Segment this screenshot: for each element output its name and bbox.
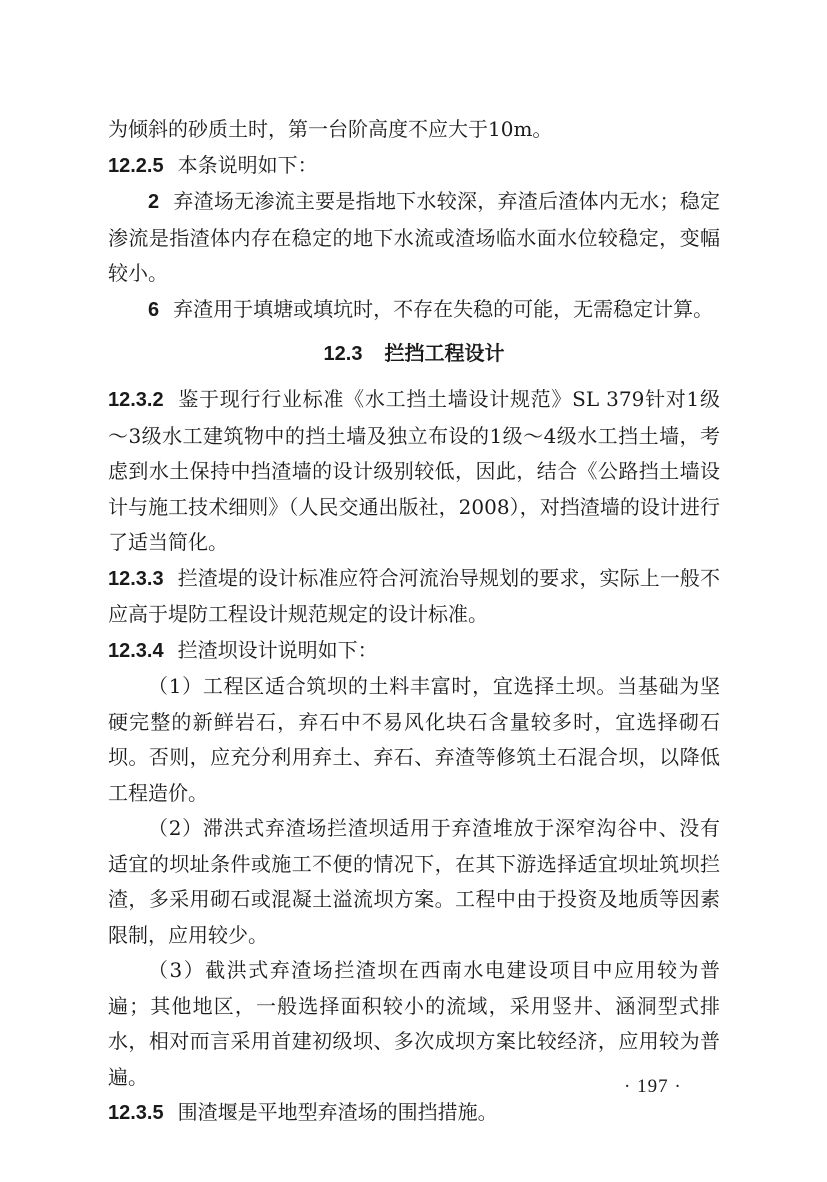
clause-text: 本条说明如下： <box>177 152 318 177</box>
clause-number: 12.2.5 <box>108 154 164 177</box>
clause-12-2-5-item-2 <box>108 184 720 292</box>
item-number: 2 <box>148 191 160 213</box>
clause-12-3-4 <box>108 633 720 670</box>
clause-number: 12.3.3 <box>108 567 164 590</box>
section-number: 12.3 <box>323 343 363 365</box>
clause-text: 拦渣堤的设计标准应符合河流治导规划的要求，实际上一般不应高于堤防工程设计规范规定的设计标准。 <box>108 565 720 626</box>
clause-number: 12.3.2 <box>108 389 164 411</box>
clause-12-3-4-sub-1 <box>108 669 720 811</box>
clause-12-3-2 <box>108 382 720 561</box>
page-number: · 197 · <box>624 1076 682 1097</box>
item-text: 弃渣场无渗流主要是指地下水较深，弃渣后渣体内无水；稳定渗流是指渣体内存在稳定的地下水流或渣场临水面水位较稳定，变幅较小。 <box>108 189 720 285</box>
sub-item-text: （3）截洪式弃渣场拦渣坝在西南水电建设项目中应用较为普遍；其他地区，一般选择面积较小的流域，采用竖井、涵洞型式排水，相对而言采用首建初级坝、多次成坝方案比较经济，应用较为普遍。 <box>108 958 720 1089</box>
item-text: 弃渣用于填塘或填坑时，不存在失稳的可能，无需稳定计算。 <box>173 296 714 321</box>
paragraph-continued <box>108 112 720 148</box>
document-body <box>108 112 720 1132</box>
clause-number: 12.3.4 <box>108 639 164 662</box>
item-number: 6 <box>148 298 160 321</box>
clause-12-3-5 <box>108 1095 720 1132</box>
clause-text: 围渣堰是平地型弃渣场的围挡措施。 <box>177 1100 498 1124</box>
clause-12-2-5-item-6 <box>108 292 720 329</box>
clause-12-2-5 <box>108 148 720 185</box>
clause-text: 鉴于现行行业标准《水工挡土墙设计规范》SL 379针对1级～3级水工建筑物中的挡土墙及独立布设的1级～4级水工挡土墙，考虑到水土保持中挡渣墙的设计级别较低，因此，结合《公路挡土墙设计与施工技术细则》（人民交通出版社，2008），对挡渣墙的设计进行了适当简化。 <box>108 387 720 554</box>
section-title: 拦挡工程设计 <box>384 343 505 365</box>
clause-12-3-4-sub-2 <box>108 811 720 953</box>
paragraph-text: 为倾斜的砂质土时，第一台阶高度不应大于10m。 <box>108 117 553 141</box>
clause-12-3-4-sub-3 <box>108 953 720 1095</box>
section-heading <box>108 336 720 372</box>
clause-number: 12.3.5 <box>108 1102 164 1124</box>
sub-item-text: （1）工程区适合筑坝的土料丰富时，宜选择土坝。当基础为坚硬完整的新鲜岩石，弃石中不易风化块石含量较多时，宜选择砌石坝。否则，应充分利用弃土、弃石、弃渣等修筑土石混合坝，以降低工程造价。 <box>108 674 720 805</box>
sub-item-text: （2）滞洪式弃渣场拦渣坝适用于弃渣堆放于深窄沟谷中、没有适宜的坝址条件或施工不便的情况下，在其下游选择适宜坝址筑坝拦渣，多采用砌石或混凝土溢流坝方案。工程中由于投资及地质等因素限制，应用较少。 <box>108 816 720 947</box>
clause-text: 拦渣坝设计说明如下： <box>177 637 378 662</box>
clause-12-3-3 <box>108 561 720 633</box>
